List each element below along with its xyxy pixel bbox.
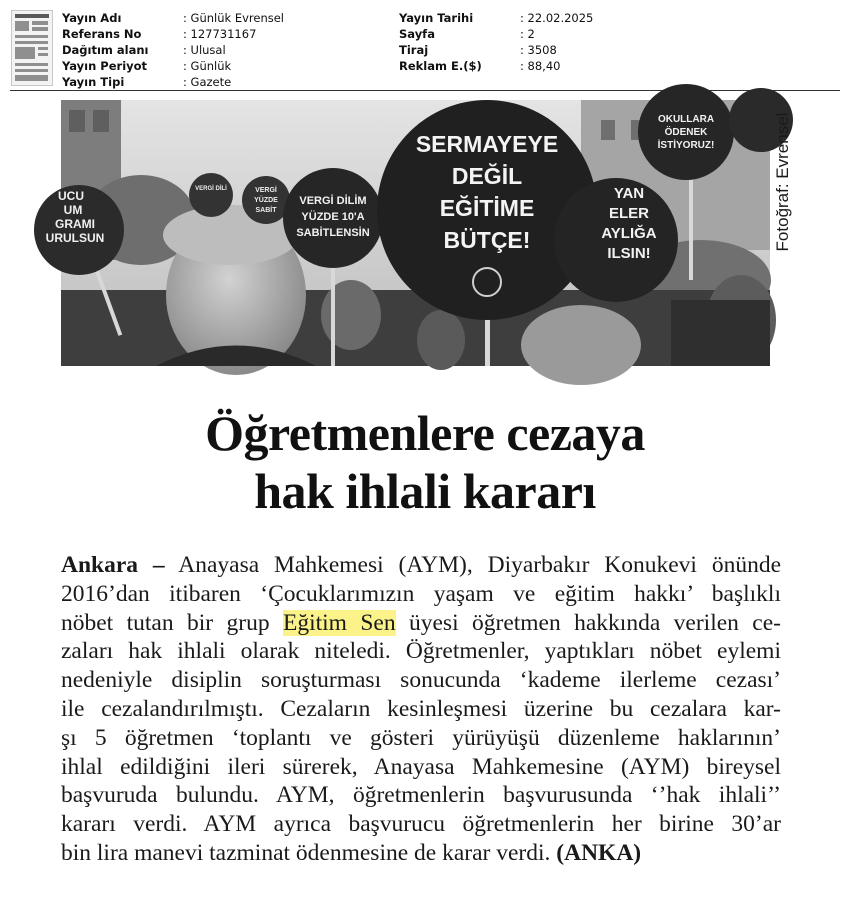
meta-value-yayin-tarihi: : 22.02.2025 <box>520 11 594 25</box>
sign-vergi-text-2: YÜZDE 10'A <box>301 211 365 223</box>
body-line-3-b: üyesi öğretmen hakkında verilen ce- <box>395 609 781 636</box>
sign-vergi-dilimi <box>283 168 383 268</box>
sign-small-2-text-3: SABİT <box>255 207 277 214</box>
sign-small-1-text: VERGİ DİLİ <box>195 186 227 192</box>
header-divider <box>10 90 840 91</box>
meta-label-referans-no: Referans No <box>62 27 142 41</box>
sign-far-left <box>34 185 124 275</box>
sign-okullara-text-1: OKULLARA <box>657 114 715 125</box>
body-line-8: ihlal edildiğini ileri sürerek, Anayasa Mahkemesine (AYM) bireysel <box>61 753 781 780</box>
meta-value-referans-no: : 127731167 <box>183 27 257 41</box>
meta-label-yayin-tipi: Yayın Tipi <box>62 75 125 89</box>
meta-label-yayin-tarihi: Yayın Tarihi <box>399 11 474 25</box>
body-line-1-text: Anayasa Mahkemesi (AYM), Diyarbakır Konukevi önünde <box>164 552 782 578</box>
sign-right-text-2: ELER <box>608 205 650 222</box>
article-body <box>61 551 781 868</box>
meta-value-yayin-adi: : Günlük Evrensel <box>183 11 284 25</box>
sign-small-1 <box>189 173 233 217</box>
headline-line-1: Öğretmenlere cezaya <box>205 405 645 461</box>
page-thumbnail[interactable] <box>11 10 53 86</box>
highlighted-term: Eğitim Sen <box>282 609 396 636</box>
meta-label-sayfa: Sayfa <box>399 27 435 41</box>
article-headline <box>40 404 810 520</box>
meta-label-reklam: Reklam E.($) <box>399 59 482 73</box>
meta-label-tiraj: Tiraj <box>399 43 429 57</box>
body-line-2: 2016’dan itibaren ‘Çocuklarımızın yaşam ve eğitim hakkı’ başlıklı <box>61 580 781 607</box>
body-line-11 <box>61 839 781 868</box>
body-line-9: başvuruda bulundu. AYM, öğretmenlerin başvurusunda ‘’hak ihlali’’ <box>61 782 781 809</box>
protest-photo[interactable] <box>45 100 770 366</box>
sign-vergi-text-1: VERGİ DİLİM <box>299 195 367 207</box>
body-line-5: nedeniyle disiplin soruşturması sonucunda ‘kademe ilerleme cezası’ <box>61 667 781 694</box>
meta-value-yayin-tipi: : Gazete <box>183 75 232 89</box>
sign-okullara-text-3: İSTİYORUZ! <box>657 140 715 151</box>
meta-label-yayin-periyot: Yayın Periyot <box>62 59 148 73</box>
meta-value-dagitim-alani: : Ulusal <box>183 43 226 57</box>
body-line-10: kararı verdi. AYM ayrıca başvurucu öğretmenlerin her birine 30’ar <box>61 811 781 838</box>
sign-main-text-3: EĞİTİME <box>439 195 535 221</box>
sign-right-text-3: AYLIĞA <box>601 225 657 242</box>
body-line-7: şı 5 öğretmen ‘toplantı ve gösteri yürüyüşü düzenleme haklarının’ <box>61 724 781 751</box>
sign-main-text-1: SERMAYEYE <box>415 131 559 157</box>
meta-value-sayfa: : 2 <box>520 27 535 41</box>
photo-credit <box>768 100 794 270</box>
meta-value-yayin-periyot: : Günlük <box>183 59 232 73</box>
body-line-11-text: bin lira manevi tazminat ödenmesine de karar verdi. <box>61 839 557 866</box>
meta-value-tiraj: : 3508 <box>520 43 557 57</box>
sign-small-2-text-1: VERGİ <box>255 187 277 194</box>
news-agency-source: (ANKA) <box>556 839 642 866</box>
sign-right-text-4: ILSIN! <box>607 245 651 262</box>
sign-small-2 <box>242 176 290 224</box>
sign-far-left-text-1: UCU <box>58 189 84 203</box>
body-line-4: zaları hak ihlali olarak niteledi. Öğretmenler, yaptıkları nöbet eylemi <box>61 638 781 665</box>
sign-okullara-odenek <box>638 84 734 180</box>
protest-photo-graphic <box>45 100 770 366</box>
headline-line-2: hak ihlali kararı <box>254 463 596 519</box>
sign-right-text-1: YAN <box>613 185 645 202</box>
sign-far-left-text-3: GRAMI <box>55 217 95 231</box>
sign-vergi-text-3: SABİTLENSİN <box>296 227 370 239</box>
sign-main-text-4: BÜTÇE! <box>443 227 531 253</box>
dateline: Ankara – <box>61 552 165 578</box>
body-line-3 <box>61 609 781 638</box>
meta-label-yayin-adi: Yayın Adı <box>62 11 122 25</box>
sign-far-left-text-4: URULSUN <box>45 231 105 245</box>
clipping-header <box>0 0 850 92</box>
photo-credit-text: Fotoğraf: Evrensel <box>773 112 792 252</box>
meta-label-dagitim-alani: Dağıtım alanı <box>62 43 149 57</box>
meta-value-reklam: : 88,40 <box>520 59 561 73</box>
sign-okullara-text-2: ÖDENEK <box>664 127 708 138</box>
sign-right <box>554 178 678 302</box>
sign-main-text-2: DEĞİL <box>451 163 523 189</box>
body-line-1 <box>61 551 781 580</box>
body-line-6: ile cezalandırılmıştı. Cezaların kesinleşmesi üzerine bu cezalara kar- <box>61 695 781 722</box>
sign-small-2-text-2: YÜZDE <box>254 197 278 204</box>
sign-far-left-text-2: UM <box>63 203 83 217</box>
body-line-3-a: nöbet tutan bir grup <box>61 609 283 636</box>
